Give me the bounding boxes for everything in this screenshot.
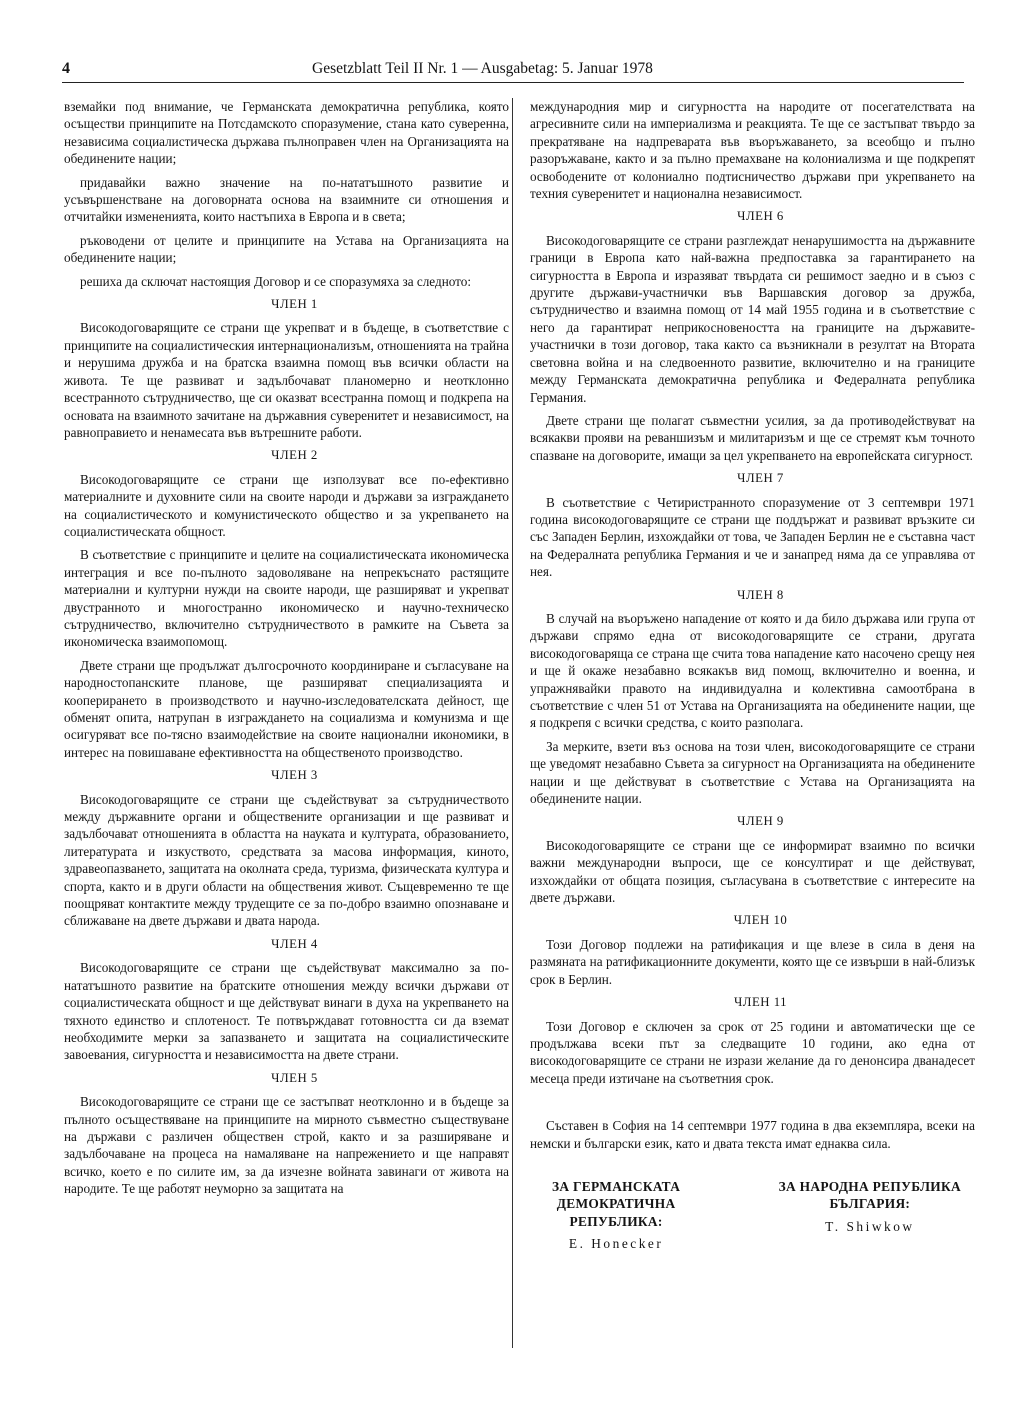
article-2-heading: ЧЛЕН 2: [271, 448, 318, 463]
article-9-heading: ЧЛЕН 9: [737, 814, 784, 829]
article-5-heading: ЧЛЕН 5: [271, 1070, 318, 1085]
article-6-heading: ЧЛЕН 6: [737, 209, 784, 224]
article-1-paragraph: Високодоговарящите се страни ще укрепват и в бъдеще, в съответствие с принципите на социалистическия интернационализъм, отношенията на трайна и нерушима дружба и на братска взаимна помощ във всички области на живота. Те ще развиват и задълбочават планомерно и неотклонно всестранното сътрудничество, ще си оказват всестранна помощ и подкрепа на основата на взаимното зачитане на държавния суверенитет и независимост, на равноправието и ненамесата във вътрешните работи.: [64, 320, 509, 440]
article-4-paragraph: Високодоговарящите се страни ще съдействуват максимално за по-нататъшното развитие на братските отношения между всички държави от социалистическата общност и ще действуват винаги в духа на укрепването на тяхното единство и сплотеност. Те потвърждават готовността си да вземат необходимите мерки за запазването и защитата на социалистическите завоевания, сигурността и независимостта на двете страни.: [64, 960, 509, 1063]
article-2-paragraph: В съответствие с принципите и целите на социалистическата икономическа интеграция и все по-пълното задоволяване на непрекъснато растящите материални и културни нужди на своите народи, ще разширяват и укрепват двустранното и многостранно икономическо и научно-техническо сътрудничество, включително сътрудничеството в рамките на Съвета за икономическа взаимопомощ.: [64, 547, 509, 650]
article-1-heading: ЧЛЕН 1: [271, 297, 318, 312]
article-3-heading: ЧЛЕН 3: [271, 768, 318, 783]
article-8-paragraph: В случай на въоръжено нападение от която и да било държава или група от държави спрямо една от високодоговарящите се страни, другата високодоговаряща се страна ще счита това нападение като насочено срещу нея и ще й окаже незабавно всякакъв вид помощ, включително и военна, и упражнявайки правото на индивидуална и колективна самоотбрана в съответствие с член 51 от Устава на Организацията на обединените нации, ще я подкрепя с всички средства, с които разполага.: [530, 610, 975, 731]
article-10-paragraph: Този Договор подлежи на ратификация и ще влезе в сила в деня на размяната на ратификационните документи, която ще се извърши в най-близък срок в Берлин.: [530, 936, 975, 987]
signature-gdr-name: E. Honecker: [568, 1236, 664, 1252]
article-7-heading: ЧЛЕН 7: [737, 471, 784, 486]
preamble-paragraph: решиха да сключат настоящия Договор и се споразумяха за следното:: [80, 273, 472, 289]
article-8-paragraph: За мерките, взети въз основа на този член, високодоговарящите се страни ще уведомят незабавно Съвета за сигурност на Организацията на обединените нации и ще действуват в съответствие с Устава на Организацията на обединените нации.: [530, 738, 975, 807]
article-5-continuation: международния мир и сигурността на народите от посегателствата на агресивните сили на империализма и реакцията. Те ще се застъпват твърдо за прекратяване на надпреварата във въоръжаването, за всеобщо и пълно разоръжаване, както и за пълно премахване на колониализма и ще подкрепят освободените от колониално подтисничество държави при укрепването на техния суверенитет и национална независимост.: [530, 99, 975, 202]
left-column: [64, 98, 509, 1204]
right-column: [530, 98, 975, 1253]
signature-bulgaria-title: ЗА НАРОДНА РЕПУБЛИКА БЪЛГАРИЯ:: [778, 1178, 961, 1212]
page-number: 4: [62, 60, 70, 77]
article-11-paragraph: Този Договор е сключен за срок от 25 години и автоматически ще се продължава всеки път за следващите 10 години, ако една от високодоговарящите се страни не изрази желание да го денонсира дванадесет месеца преди изтичане на съответния срок.: [530, 1018, 975, 1086]
signature-bulgaria: [779, 1178, 961, 1253]
article-6-paragraph: Двете страни ще полагат съвместни усилия, за да противодействуват на всякакви прояви на реваншизъм и милитаризъм и ще се стремят към точното спазване на договорите, имащи за цел укрепването на европейската сигурност.: [530, 412, 975, 463]
signature-gdr: [552, 1178, 680, 1253]
article-2-paragraph: Двете страни ще продължат дългосрочното координиране и съгласуване на народностопанските планове, ще разширяват специализацията и кооперирането в производството и научно-изследователската дейност, ще обменят опита, натрупан в изграждането на социализма и комунизма и ще осигуряват все по-тясно взаимодействие на своите национални икономики, в интерес на повишаване ефективността на общественото производство.: [64, 657, 509, 760]
article-7-paragraph: В съответствие с Четиристранното споразумение от 3 септември 1971 година високодоговарящите се страни ще поддържат и развиват връзките си със Западен Берлин, изхождайки от това, че Западен Берлин не е съставна част на Федералната република Германия и че и занапред няма да се управлява от нея.: [530, 494, 975, 580]
article-2-paragraph: Високодоговарящите се страни ще използуват все по-ефективно материалните и духовните сили на своите народи и държави за изграждането на социалистическото и комунистическото общество и за укрепването на социалистическата общност.: [64, 471, 509, 539]
article-9-paragraph: Високодоговарящите се страни ще се информират взаимно по всички важни международни въпроси, ще се консултират и ще действуват, изхождайки от общата позиция, съгласувана в съответствие с интересите на двете държави.: [530, 837, 975, 906]
signature-gdr-title: ЗА ГЕРМАНСКАТА ДЕМОКРАТИЧНА РЕПУБЛИКА:: [552, 1178, 681, 1229]
preamble-paragraph: ръководени от целите и принципите на Устава на Организацията на обединените нации;: [64, 232, 509, 266]
article-11-heading: ЧЛЕН 11: [733, 995, 788, 1010]
article-8-heading: ЧЛЕН 8: [737, 587, 784, 602]
running-title: Gesetzblatt Teil II Nr. 1 — Ausgabetag: 5. Januar 1978: [312, 60, 653, 77]
signature-bulgaria-name: T. Shiwkow: [825, 1218, 915, 1234]
article-10-heading: ЧЛЕН 10: [733, 913, 788, 928]
article-5-paragraph: Високодоговарящите се страни ще се застъпват неотклонно и в бъдеще за пълното осъществяване на принципите на мирното съвместно съществуване на държави с различен обществен строй, както и за разширяване и задълбочаване на процеса на намаляване на напрежението и ще направят всичко, което е по силите им, за да изчезне войната завинаги от живота на народите. Те ще работят неуморно за защитата на: [64, 1094, 509, 1197]
preamble-paragraph: придавайки важно значение на по-нататъшното развитие и усъвършенстване на договорната основа на взаимните си отношения и отчитайки измененията, които настъпиха в Европа и в света;: [64, 174, 509, 225]
article-6-paragraph: Високодоговарящите се страни разглеждат ненарушимостта на държавните граници в Европа като най-важна предпоставка за гарантирането на сигурността в Европа и изразяват твърдата си решимост заедно и в съюз с другите държави-участнички във Варшавския договор за дружба, сътрудничество и взаимна помощ от 14 май 1955 година и в съответствие с него да гарантират неприкосновеността на границите на държавите-участнички в този договор, така както са възникнали в резултат на Втората световна война и на следвоенното развитие, включително и на границите между Германската демократична република и Федералната република Германия.: [530, 232, 975, 405]
article-3-paragraph: Високодоговарящите се страни ще съдействуват за сътрудничеството между държавните органи и обществените организации и ще развиват и задълбочават отношенията в областта на науката и културата, образованието, литературата и изкуството, средствата за масова информация, киното, здравеопазването, защитата на околната среда, туризма, физическата култура и спорта, както и в други области на обществения живот. Същевременно те ще поощряват контактите между трудещите се за по-добро взаимно опознаване и сближаване на двете държави и двата народа.: [64, 791, 509, 929]
column-divider: [512, 98, 513, 1348]
preamble-paragraph: вземайки под внимание, че Германската демократична република, която осъществи принципите на Потсдамското споразумение, стана като суверенна, независима социалистическа държава пълноправен член на Организацията на обединените нации;: [64, 99, 509, 167]
closing-paragraph: Съставен в София на 14 септември 1977 година в два екземпляра, всеки на немски и български език, като и двата текста имат еднаква сила.: [530, 1118, 975, 1151]
header-rule: [62, 82, 964, 83]
signatures: [530, 1178, 975, 1253]
page-header: [62, 58, 962, 80]
article-4-heading: ЧЛЕН 4: [271, 936, 318, 951]
